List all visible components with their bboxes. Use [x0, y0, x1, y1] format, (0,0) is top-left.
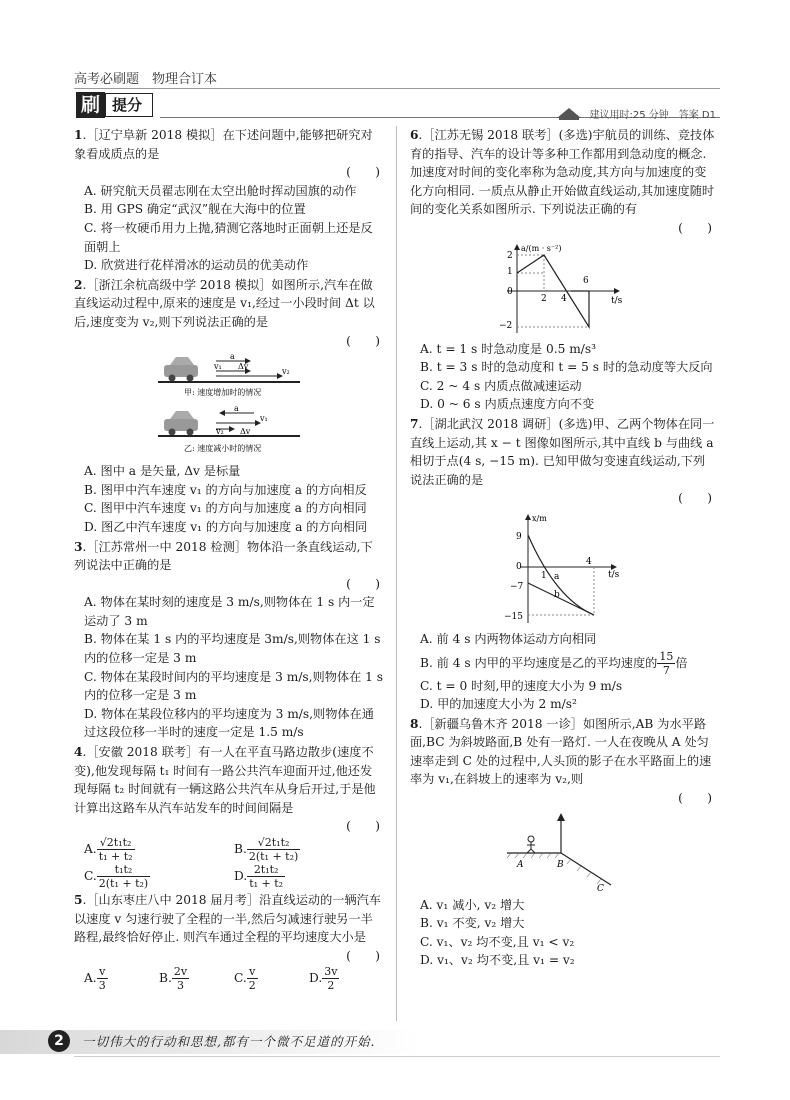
car-velocity-figure [154, 353, 304, 459]
answer-blank: ( ) [346, 333, 380, 348]
q-number: 1 [74, 128, 83, 142]
badge-title: 提分 [105, 93, 153, 117]
option-c: C. 2 ~ 4 s 内质点做减速运动 [420, 378, 582, 393]
time-text: 建议用时:25 分钟 答案 D1 [589, 109, 716, 121]
label-a: a [554, 571, 560, 582]
option-b: B. 图甲中汽车速度 v₁ 的方向与加速度 a 的方向相反 [84, 482, 367, 497]
q-stem: .［浙江余杭高级中学 2018 模拟］如图所示,汽车在做直线运动过程中,原来的速度是 v₁,经过一小段时间 Δt 以后,速度变为 v₂,则下列说法正确的是 [74, 277, 375, 329]
option-b: B. 前 4 s 内甲的平均速度是乙的平均速度的 $\frac{15}{7}$ 倍 [420, 649, 688, 677]
answer-blank: ( ) [678, 220, 712, 235]
footer-rule [74, 1056, 720, 1057]
label-C: C [597, 883, 604, 893]
option-d: D. v₁、v₂ 均不变,且 v₁ = v₂ [420, 953, 575, 968]
y-tick-neg2: −2 [499, 320, 513, 331]
lamp-icon [557, 813, 565, 821]
option-c: C. $\frac{\text{t₁t₂}}{\text{2(t₁ + t₂)}}$ [84, 863, 149, 890]
badge-char: 刷 [76, 92, 105, 118]
option-a: A. t = 1 s 时急动度是 0.5 m/s³ [420, 341, 597, 356]
x-tick-1: 1 [541, 570, 547, 581]
y-tick-0: 0 [516, 561, 522, 572]
q-stem: .［湖北武汉 2018 调研］(多选)甲、乙两个物体在同一直线上运动,其 x − t 图像如图所示,其中直线 b 与曲线 a 相切于点(4 s, −15 m). 已知甲做匀变速直线运动,下列说法正确的是 [410, 416, 715, 487]
question-1 [74, 126, 384, 275]
q-stem: .［山东枣庄八中 2018 届月考］沿直线运动的一辆汽车以速度 v 匀速行驶了全程的一半,然后匀减速行驶另一半路程,最终恰好停止. 则汽车通过全程的平均速度大小是 [74, 893, 382, 945]
q-number: 8 [410, 716, 419, 731]
option-d: D. 图乙中汽车速度 v₁ 的方向与加速度 a 的方向相同 [84, 519, 368, 534]
y-tick-0: 0 [507, 286, 513, 297]
caption-yi: 乙: 速度减小时的情况 [184, 444, 262, 454]
label-a: a [230, 353, 235, 362]
option-b: B. 物体在某 1 s 内的平均速度是 3m/s,则物体在这 1 s 内的位移一定是 3 m [84, 632, 381, 666]
label-v1: v₁ [214, 362, 222, 372]
q-stem: .［新疆乌鲁木齐 2018 一诊］如图所示,AB 为水平路面,BC 为斜坡路面,B 处有一路灯. 一人在夜晚从 A 处匀速率走到 C 处的过程中,人头顶的影子在水平路面上的速率为 v₁,在斜坡上的速率为 v₂,则 [410, 716, 712, 787]
column-divider [396, 126, 397, 1021]
question-4 [74, 743, 384, 890]
q-number: 5 [74, 893, 83, 907]
left-column [74, 126, 384, 993]
option-a: A. 前 4 s 内两物体运动方向相同 [420, 631, 597, 646]
label-v2: v₂ [282, 367, 290, 377]
x-tick-4: 4 [586, 556, 592, 567]
q-stem: .［江苏无锡 2018 联考］(多选)宇航员的训练、竞技体育的指导、汽车的设计等多种工作都用到急动度的概念. 加速度对时间的变化率称为急动度,其方向与加速度的变化方向相同. 一质点从静止开始做直线运动,其加速度随时间的变化关系如图所示. 下列说法正确的有 [410, 128, 715, 217]
lamp-icon [553, 104, 585, 122]
option-b: B. v₁ 不变, v₂ 增大 [420, 916, 525, 931]
page-number: 2 [48, 1030, 70, 1052]
option-d: D. 欣赏进行花样滑冰的运动员的优美动作 [84, 258, 309, 273]
option-d: D. $\frac{3v}{2}$ [309, 965, 338, 993]
label-b: b [554, 589, 560, 600]
option-a: A. 物体在某时刻的速度是 3 m/s,则物体在 1 s 内一定运动了 3 m [84, 595, 375, 628]
label-dv: Δv [238, 362, 249, 372]
option-a: A. $\frac{v}{3}$ [84, 965, 106, 993]
option-d: D. $\frac{\text{2t₁t₂}}{\text{t₁ + t₂}}$ [234, 863, 284, 890]
option-d: D. 物体在某段位移内的平均速度为 3 m/s,则物体在通过这段位移一半时的速度一定是 1.5 m/s [84, 706, 374, 740]
answer-blank: ( ) [678, 791, 712, 806]
answer-blank: ( ) [346, 165, 380, 180]
label-A: A [517, 859, 524, 870]
label-v1b: v₁ [260, 414, 268, 424]
time-info [553, 104, 716, 122]
option-d: D. 0 ~ 6 s 内质点速度方向不变 [420, 397, 595, 412]
header-rule [74, 88, 720, 89]
line-b [528, 583, 594, 615]
label-dvb: Δv [240, 427, 251, 437]
question-7 [410, 415, 716, 714]
y-axis-label: x/m [532, 513, 547, 523]
option-c: C. v₁、v₂ 均不变,且 v₁ < v₂ [420, 934, 575, 949]
option-c: C. 物体在某段时间内的平均速度是 3 m/s,则物体在 1 s内的位移一定是 3 m [84, 669, 384, 703]
question-8 [410, 715, 716, 970]
x-tick-6: 6 [583, 275, 589, 286]
q-stem: .［江苏常州一中 2018 检测］物体沿一条直线运动,下列说法中正确的是 [74, 539, 373, 573]
option-b: B. $\frac{2v}{3}$ [159, 965, 188, 993]
x-tick-2: 2 [541, 293, 547, 304]
footer-motto: 一切伟大的行动和思想,都有一个微不足道的开始. [82, 1034, 376, 1049]
q-number: 7 [410, 416, 419, 431]
answer-blank: ( ) [678, 491, 712, 506]
label-a2: a [234, 404, 239, 414]
answer-blank: ( ) [346, 819, 380, 834]
option-c: C. 图甲中汽车速度 v₁ 的方向与加速度 a 的方向相同 [84, 501, 367, 516]
y-tick-neg7: −7 [510, 581, 524, 592]
option-a: A. 图中 a 是矢量, Δv 是标量 [84, 464, 241, 479]
option-d: D. 甲的加速度大小为 2 m/s² [420, 697, 577, 712]
q-number: 6 [410, 128, 419, 142]
section-badge [76, 92, 153, 118]
option-b: B. t = 3 s 时的急动度和 t = 5 s 时的急动度等大反向 [420, 360, 713, 375]
running-header: 高考必刷题 物理合订本 [74, 72, 218, 87]
y-axis-label: a/(m · s⁻²) [521, 243, 562, 253]
option-a: A. v₁ 减小, v₂ 增大 [420, 897, 525, 912]
q-stem: .［辽宁阜新 2018 模拟］在下述问题中,能够把研究对象看成质点的是 [74, 128, 373, 161]
right-column [410, 126, 716, 971]
x-axis-label: t/s [608, 569, 620, 580]
q-number: 3 [74, 539, 83, 554]
option-a: A. $\frac{\text{√2t₁t₂}}{\text{t₁ + t₂}}$ [84, 836, 133, 863]
option-c: C. $\frac{v}{2}$ [234, 965, 256, 993]
option-b: B. $\frac{\text{√2t₁t₂}}{\text{2(t₁ + t₂)}}$ [234, 836, 299, 863]
option-b: B. 用 GPS 确定“武汉”舰在大海中的位置 [84, 202, 306, 217]
question-6 [410, 126, 716, 414]
question-2 [74, 276, 384, 537]
y-tick-2: 2 [507, 250, 513, 261]
option-c: C. 将一枚硬币用力上抛,猜测它落地时正面朝上还是反面朝上 [84, 220, 373, 254]
q-stem: .［安徽 2018 联考］有一人在平直马路边散步(速度不变),他发现每隔 t₁ 时间有一路公共汽车迎面开过,他还发现每隔 t₂ 时间就有一辆这路公共汽车从身后开过,于是他计算出这路车从汽车站发车的时间间隔是 [74, 745, 376, 815]
curve-a [528, 535, 594, 615]
label-B: B [557, 859, 564, 870]
answer-blank: ( ) [346, 948, 380, 963]
answer-blank: ( ) [346, 576, 380, 591]
y-tick-9: 9 [516, 531, 522, 542]
question-3 [74, 538, 384, 743]
x-axis-label: t/s [611, 295, 623, 306]
caption-jia: 甲: 速度增加时的情况 [184, 388, 262, 398]
q-number: 4 [74, 745, 83, 760]
y-tick-neg15: −15 [504, 611, 523, 622]
q-number: 2 [74, 277, 83, 292]
streetlight-figure [493, 811, 633, 893]
y-tick-1: 1 [507, 266, 513, 277]
x-tick-4: 4 [561, 293, 567, 304]
option-a: A. 研究航天员翟志刚在太空出舱时挥动国旗的动作 [84, 183, 357, 198]
position-time-chart [498, 511, 628, 627]
acceleration-time-chart [493, 241, 633, 337]
label-v2b: v₂ [216, 427, 224, 437]
question-5 [74, 891, 384, 992]
option-c: C. t = 0 时刻,甲的速度大小为 9 m/s [420, 678, 623, 693]
